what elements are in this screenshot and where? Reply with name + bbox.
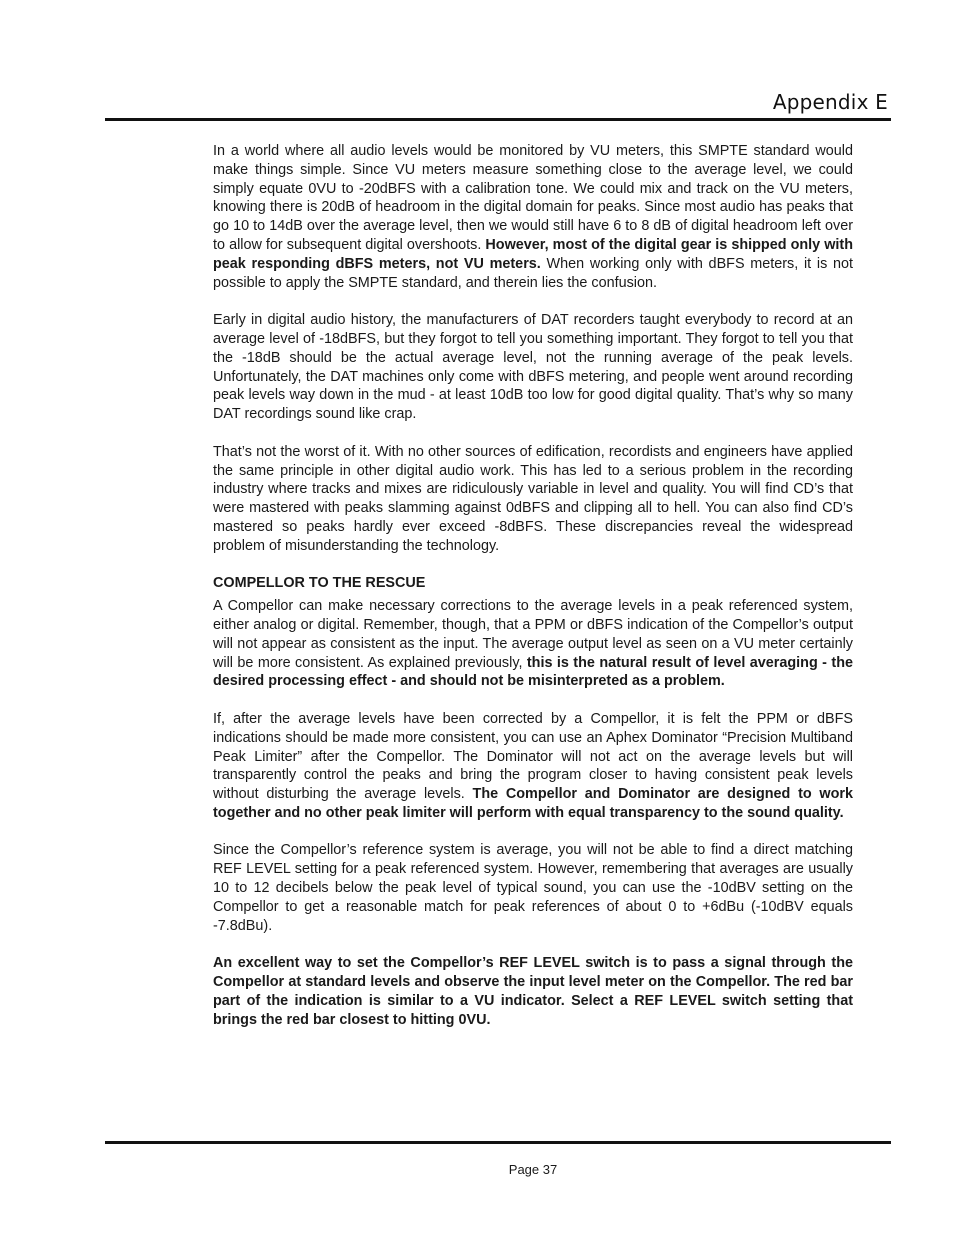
section-heading: COMPELLOR TO THE RESCUE [213,575,426,592]
footer-rule [105,1141,891,1144]
paragraph-ref-level-tip [213,954,853,1029]
paragraph-text: If, after the average levels have been corrected by a Compellor, it is felt the PPM or dBFS indications should be made more consistent, you can use an Aphex Dominator “Precision Multiband Peak Limiter” after the Compellor. The Dominator will not act on the average levels but will transparently control the peaks and bring the program closer to having consistent peak levels without disturbing the average levels. [213,710,853,803]
body-text [213,142,853,1048]
paragraph-text: Since the Compellor’s reference system is average, you will not be able to find a direct matching REF LEVEL setting for a peak referenced system. However, remembering that averages are usually 10 to 12 decibels below the peak level of typical sound, you can use the -10dBV setting on the Compellor to get a reasonable match for peak references of about 0 to +6dBu (-10dBV equals -7.8dBu). [213,842,853,934]
paragraph-dominator [213,710,853,823]
paragraph-text: A Compellor can make necessary corrections to the average levels in a peak referenced system, either analog or digital. Remember, though, that a PPM or dBFS indication of the Compellor’s output will not appear as consistent as the input. The average output level as seen on a VU meter certainly will be more consistent. As explained previously, [213,598,853,671]
paragraph-text: In a world where all audio levels would be monitored by VU meters, this SMPTE standard would make things simple. Since VU meters measure something close to the average level, we could simply equate 0VU to -20dBFS with a calibration tone. We could mix and track on the VU meters, knowing there is 20dB of headroom in the digital domain for peaks. Since most audio has peaks that go 10 to 14dB over the average level, then we would still have 6 to 8 dB of digital headroom left over to allow for subsequent digital overshoots. [213,143,853,253]
paragraph-text: When working only with dBFS meters, it is not possible to apply the SMPTE standard, and therein lies the confusion. [213,255,853,291]
paragraph-emphasis: An excellent way to set the Compellor’s REF LEVEL switch is to pass a signal through the Compellor at standard levels and observe the input level meter on the Compellor. The red bar part of the indication is similar to a VU indicator. Select a REF LEVEL switch setting that brings the red bar closest to hitting 0VU. [213,955,853,1028]
page-number: Page 37 [508,1162,558,1177]
paragraph-emphasis: The Compellor and Dominator are designed to work together and no other peak limiter will perform with equal transparency to the sound quality. [213,786,853,821]
paragraph-dat-history [213,311,853,424]
paragraph-compellor-corrections [213,597,853,691]
paragraph-vu-meters [213,142,853,292]
paragraph-worst [213,443,853,556]
paragraph-text: Early in digital audio history, the manufacturers of DAT recorders taught everybody to record at an average level of -18dBFS, but they forgot to tell you something important. They forgot to tell you that the -18dB should be the actual average level, not the running average of the peak levels. Unfortunately, the DAT machines only come with dBFS metering, and people went around recording peak levels way down in the mud - at least 10dB too low for good digital quality. That’s why so many DAT recordings sound like crap. [213,312,853,423]
appendix-title: Appendix E [772,90,888,114]
paragraph-emphasis: this is the natural result of level averaging - the desired processing effect - and should not be misinterpreted as a problem. [213,654,853,690]
paragraph-text: That’s not the worst of it. With no other sources of edification, recordists and engineers have applied the same principle in other digital audio work. This has led to a serious problem in the recording industry where tracks and mixes are ridiculously variable in level and quality. You will find CD’s that were mastered with peaks slamming against 0dBFS and clipping all to hell. You can also find CD’s mastered so peaks hardly ever exceed -8dBFS. These discrepancies reveal the widespread problem of misunderstanding the technology. [213,443,853,554]
paragraph-emphasis: However, most of the digital gear is shipped only with peak responding dBFS meters, not VU meters. [213,236,853,272]
paragraph-reference-system [213,841,853,935]
header-rule [105,118,891,121]
